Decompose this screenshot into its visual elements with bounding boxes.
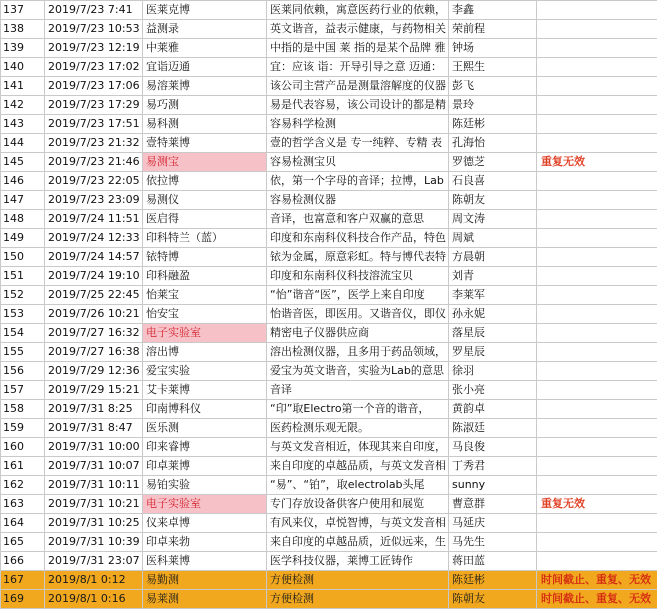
proposed-name-cell[interactable]: 怡安宝 [143,305,267,324]
submitter-cell[interactable]: 石良喜 [449,172,537,191]
review-status-cell[interactable] [537,552,657,571]
table-body [1,1,657,609]
review-status-cell[interactable] [537,134,657,153]
row-number-cell[interactable]: 162 [1,476,45,495]
review-status-cell[interactable] [537,362,657,381]
submitter-cell[interactable]: 丁秀君 [449,457,537,476]
submit-time-cell[interactable]: 2019/8/1 0:16 [45,590,143,609]
name-meaning-cell[interactable]: 印度和东南科仪科技溶流宝贝 [267,267,449,286]
name-meaning-cell[interactable]: 医药检测乐观无限。 [267,419,449,438]
name-meaning-cell[interactable]: 来自印度的卓越品质，与英文发音相 [267,457,449,476]
row-number-cell[interactable]: 139 [1,39,45,58]
row-number-cell[interactable]: 141 [1,77,45,96]
row-number-cell[interactable]: 151 [1,267,45,286]
table-row [1,381,657,400]
row-number-cell[interactable]: 144 [1,134,45,153]
submit-time-cell[interactable]: 2019/7/25 22:45 [45,286,143,305]
submitter-cell[interactable]: 景玲 [449,96,537,115]
name-meaning-cell[interactable]: 音译，也富意和客户双赢的意思 [267,210,449,229]
name-meaning-cell[interactable]: 易是代表容易，该公司设计的都是精 [267,96,449,115]
row-number-cell[interactable]: 158 [1,400,45,419]
row-number-cell[interactable]: 157 [1,381,45,400]
row-number-cell[interactable]: 154 [1,324,45,343]
submit-time-cell[interactable]: 2019/7/23 17:02 [45,58,143,77]
review-status-cell[interactable] [537,514,657,533]
proposed-name-cell[interactable]: 溶出博 [143,343,267,362]
review-status-cell[interactable]: 重复无效 [537,495,657,514]
submitter-cell[interactable]: 落星辰 [449,324,537,343]
submitter-cell[interactable]: 陈廷彬 [449,115,537,134]
name-meaning-cell[interactable]: 爱宝为英文谐音，实验为Lab的意思 [267,362,449,381]
row-number-cell[interactable]: 146 [1,172,45,191]
table-row [1,115,657,134]
row-number-cell[interactable]: 145 [1,153,45,172]
proposed-name-cell[interactable]: 印南博科仪 [143,400,267,419]
submitter-cell[interactable]: 李莱军 [449,286,537,305]
submit-time-cell[interactable]: 2019/7/31 10:25 [45,514,143,533]
submit-time-cell[interactable]: 2019/7/31 10:11 [45,476,143,495]
row-number-cell[interactable]: 138 [1,20,45,39]
proposed-name-cell[interactable]: 中莱雅 [143,39,267,58]
row-number-cell[interactable]: 140 [1,58,45,77]
review-status-cell[interactable] [537,457,657,476]
proposed-name-cell[interactable]: 怡莱宝 [143,286,267,305]
name-meaning-cell[interactable]: “怡”谐音“医”，医学上来自印度 [267,286,449,305]
submitter-cell[interactable]: 彭飞 [449,77,537,96]
name-meaning-cell[interactable]: 英文谐音，益表示健康，与药物相关 [267,20,449,39]
review-status-cell[interactable] [537,210,657,229]
row-number-cell[interactable]: 148 [1,210,45,229]
row-number-cell[interactable]: 159 [1,419,45,438]
table-row [1,476,657,495]
row-number-cell[interactable]: 169 [1,590,45,609]
table-row [1,533,657,552]
row-number-cell[interactable]: 142 [1,96,45,115]
review-status-cell[interactable] [537,286,657,305]
submitter-cell[interactable]: 马先生 [449,533,537,552]
review-status-cell[interactable] [537,1,657,20]
table-row [1,343,657,362]
row-number-cell[interactable]: 153 [1,305,45,324]
review-status-cell[interactable] [537,476,657,495]
submitter-cell[interactable]: 徐羽 [449,362,537,381]
review-status-cell[interactable] [537,343,657,362]
name-meaning-cell[interactable]: 来自印度的卓越品质，近似远来，生 [267,533,449,552]
table-row [1,58,657,77]
proposed-name-cell[interactable]: 易铂实验 [143,476,267,495]
submit-time-cell[interactable]: 2019/7/27 16:32 [45,324,143,343]
table-row [1,552,657,571]
name-meaning-cell[interactable]: 容易检测宝贝 [267,153,449,172]
submitter-cell[interactable]: 罗星辰 [449,343,537,362]
table-row [1,362,657,381]
submitter-cell[interactable]: 刘青 [449,267,537,286]
submitter-cell[interactable]: 荣前程 [449,20,537,39]
review-status-cell[interactable] [537,172,657,191]
table-row [1,210,657,229]
submit-time-cell[interactable]: 2019/7/23 17:06 [45,77,143,96]
review-status-cell[interactable] [537,96,657,115]
row-number-cell[interactable]: 165 [1,533,45,552]
submitter-cell[interactable]: 陈朝友 [449,590,537,609]
proposed-name-cell[interactable]: 铱特博 [143,248,267,267]
proposed-name-cell[interactable]: 爱宝实验 [143,362,267,381]
name-meaning-cell[interactable]: 有风来仪，卓悦智博，与英文发音相 [267,514,449,533]
row-number-cell[interactable]: 152 [1,286,45,305]
submit-time-cell[interactable]: 2019/7/23 17:29 [45,96,143,115]
table-row [1,77,657,96]
submitter-cell[interactable]: 黄韵卓 [449,400,537,419]
review-status-cell[interactable] [537,77,657,96]
name-meaning-cell[interactable]: 铱为金属，原意彩虹。特与博代表特 [267,248,449,267]
review-status-cell[interactable]: 时间截止、重复、无效 [537,571,657,590]
submit-time-cell[interactable]: 2019/7/24 12:33 [45,229,143,248]
proposed-name-cell[interactable]: 易勤测 [143,571,267,590]
submit-time-cell[interactable]: 2019/7/31 10:39 [45,533,143,552]
proposed-name-cell[interactable]: 依拉博 [143,172,267,191]
row-number-cell[interactable]: 156 [1,362,45,381]
submitter-cell[interactable]: 钟场 [449,39,537,58]
proposed-name-cell[interactable]: 印科特兰（蓝） [143,229,267,248]
submitter-cell[interactable]: 张小亮 [449,381,537,400]
name-meaning-cell[interactable]: 方便检测 [267,571,449,590]
submitter-cell[interactable]: 方晨朝 [449,248,537,267]
proposed-name-cell[interactable]: 印卓来勃 [143,533,267,552]
table-row [1,229,657,248]
name-meaning-cell[interactable]: 医学科技仪器，莱博工匠铸作 [267,552,449,571]
submit-time-cell[interactable]: 2019/7/29 15:21 [45,381,143,400]
submit-time-cell[interactable]: 2019/7/23 23:09 [45,191,143,210]
row-number-cell[interactable]: 163 [1,495,45,514]
submit-time-cell[interactable]: 2019/7/31 23:07 [45,552,143,571]
review-status-cell[interactable] [537,400,657,419]
table-row [1,495,657,514]
name-meaning-cell[interactable]: 宜：应该 诣：开导引导之意 迈通： [267,58,449,77]
proposed-name-cell[interactable]: 仪来卓博 [143,514,267,533]
review-status-cell[interactable]: 时间截止、重复、无效 [537,590,657,609]
submitter-cell[interactable]: 李鑫 [449,1,537,20]
name-meaning-cell[interactable]: “易”、“铂”，取electrolab头尾 [267,476,449,495]
submit-time-cell[interactable]: 2019/7/23 21:32 [45,134,143,153]
review-status-cell[interactable] [537,248,657,267]
table-row [1,305,657,324]
name-meaning-cell[interactable]: 印度和东南科仪科技合作产品，特色 [267,229,449,248]
review-status-cell[interactable] [537,267,657,286]
review-status-cell[interactable] [537,115,657,134]
proposed-name-cell[interactable]: 电子实验室 [143,324,267,343]
review-status-cell[interactable] [537,58,657,77]
submit-time-cell[interactable]: 2019/7/24 14:57 [45,248,143,267]
proposed-name-cell[interactable]: 易科测 [143,115,267,134]
proposed-name-cell[interactable]: 益测录 [143,20,267,39]
review-status-cell[interactable] [537,20,657,39]
review-status-cell[interactable] [537,324,657,343]
row-number-cell[interactable]: 160 [1,438,45,457]
submitter-cell[interactable]: sunny [449,476,537,495]
submit-time-cell[interactable]: 2019/7/24 19:10 [45,267,143,286]
submitter-cell[interactable]: 周斌 [449,229,537,248]
proposed-name-cell[interactable]: 壹特莱博 [143,134,267,153]
row-number-cell[interactable]: 161 [1,457,45,476]
name-meaning-cell[interactable]: 医莱同依赖，寓意医药行业的依赖， [267,1,449,20]
submitter-cell[interactable]: 罗德芝 [449,153,537,172]
submit-time-cell[interactable]: 2019/7/29 12:36 [45,362,143,381]
row-number-cell[interactable]: 164 [1,514,45,533]
row-number-cell[interactable]: 137 [1,1,45,20]
submit-time-cell[interactable]: 2019/7/24 11:51 [45,210,143,229]
proposed-name-cell[interactable]: 印卓莱博 [143,457,267,476]
row-number-cell[interactable]: 155 [1,343,45,362]
submit-time-cell[interactable]: 2019/7/23 22:05 [45,172,143,191]
proposed-name-cell[interactable]: 医乐测 [143,419,267,438]
submitter-cell[interactable]: 马延庆 [449,514,537,533]
table-row [1,590,657,609]
submitter-cell[interactable]: 马良俊 [449,438,537,457]
submitter-cell[interactable]: 蒋田蓝 [449,552,537,571]
name-meaning-cell[interactable]: 怡谐音医，即医用。又谐音仪，即仪 [267,305,449,324]
table-row [1,172,657,191]
table-row [1,134,657,153]
row-number-cell[interactable]: 147 [1,191,45,210]
table-row [1,438,657,457]
submitter-cell[interactable]: 陈廷彬 [449,571,537,590]
name-meaning-cell[interactable]: 容易检测仪器 [267,191,449,210]
row-number-cell[interactable]: 149 [1,229,45,248]
table-row [1,20,657,39]
review-status-cell[interactable] [537,305,657,324]
proposed-name-cell[interactable]: 易莱测 [143,590,267,609]
submitter-cell[interactable]: 陈朝友 [449,191,537,210]
submit-time-cell[interactable]: 2019/7/31 8:47 [45,419,143,438]
review-status-cell[interactable] [537,419,657,438]
review-status-cell[interactable] [537,533,657,552]
review-status-cell[interactable] [537,381,657,400]
proposed-name-cell[interactable]: 易溶莱博 [143,77,267,96]
name-meaning-cell[interactable]: 中指的是中国 莱 指的是某个品牌 雅 [267,39,449,58]
table-row [1,514,657,533]
submit-time-cell[interactable]: 2019/7/31 10:21 [45,495,143,514]
row-number-cell[interactable]: 167 [1,571,45,590]
submitter-cell[interactable]: 陈淑廷 [449,419,537,438]
table-row [1,1,657,20]
submit-time-cell[interactable]: 2019/7/26 10:21 [45,305,143,324]
submitter-cell[interactable]: 孔海怡 [449,134,537,153]
table-row [1,324,657,343]
proposed-name-cell[interactable]: 医科莱博 [143,552,267,571]
proposed-name-cell[interactable]: 艾卡莱博 [143,381,267,400]
name-meaning-cell[interactable]: 溶出检测仪器，且多用于药品领域， [267,343,449,362]
review-status-cell[interactable] [537,191,657,210]
name-meaning-cell[interactable]: 容易科学检测 [267,115,449,134]
name-meaning-cell[interactable]: 方便检测 [267,590,449,609]
review-status-cell[interactable] [537,39,657,58]
name-meaning-cell[interactable]: 专门存放设备供客户使用和展览 [267,495,449,514]
name-meaning-cell[interactable]: 精密电子仪器供应商 [267,324,449,343]
proposed-name-cell[interactable]: 电子实验室 [143,495,267,514]
table-row [1,39,657,58]
submit-time-cell[interactable]: 2019/7/31 10:00 [45,438,143,457]
table-row [1,96,657,115]
submitter-cell[interactable]: 孙永妮 [449,305,537,324]
proposed-name-cell[interactable]: 易测仪 [143,191,267,210]
submit-time-cell[interactable]: 2019/7/23 17:51 [45,115,143,134]
row-number-cell[interactable]: 166 [1,552,45,571]
table-row [1,153,657,172]
table-row [1,419,657,438]
submitter-cell[interactable]: 周文涛 [449,210,537,229]
name-meaning-cell[interactable]: 与英文发音相近，体现其来自印度， [267,438,449,457]
name-meaning-cell[interactable]: 该公司主营产品是测量溶解度的仪器 [267,77,449,96]
submit-time-cell[interactable]: 2019/7/23 7:41 [45,1,143,20]
submitter-cell[interactable]: 王熙生 [449,58,537,77]
name-meaning-cell[interactable]: “印”取Electro第一个音的谐音， [267,400,449,419]
name-meaning-cell[interactable]: 壹的哲学含义是 专一纯粹、专精 表 [267,134,449,153]
submit-time-cell[interactable]: 2019/7/23 10:53 [45,20,143,39]
table-row [1,267,657,286]
review-status-cell[interactable] [537,229,657,248]
proposed-name-cell[interactable]: 印来睿博 [143,438,267,457]
submit-time-cell[interactable]: 2019/7/31 8:25 [45,400,143,419]
table-row [1,457,657,476]
name-meaning-cell[interactable]: 音译 [267,381,449,400]
submit-time-cell[interactable]: 2019/7/31 10:07 [45,457,143,476]
submit-time-cell[interactable]: 2019/7/23 21:46 [45,153,143,172]
table-row [1,191,657,210]
row-number-cell[interactable]: 150 [1,248,45,267]
proposed-name-cell[interactable]: 医莱克博 [143,1,267,20]
proposed-name-cell[interactable]: 宜诣迈通 [143,58,267,77]
submit-time-cell[interactable]: 2019/7/27 16:38 [45,343,143,362]
proposed-name-cell[interactable]: 易巧测 [143,96,267,115]
table-row [1,248,657,267]
review-status-cell[interactable]: 重复无效 [537,153,657,172]
row-number-cell[interactable]: 143 [1,115,45,134]
submit-time-cell[interactable]: 2019/8/1 0:12 [45,571,143,590]
proposed-name-cell[interactable]: 印科融盈 [143,267,267,286]
table-row [1,286,657,305]
review-status-cell[interactable] [537,438,657,457]
proposed-name-cell[interactable]: 易测宝 [143,153,267,172]
submitter-cell[interactable]: 曹意群 [449,495,537,514]
proposed-name-cell[interactable]: 医启得 [143,210,267,229]
table-row [1,400,657,419]
submit-time-cell[interactable]: 2019/7/23 12:19 [45,39,143,58]
table-row [1,571,657,590]
name-meaning-cell[interactable]: 依，第一个字母的音译；拉博，Lab [267,172,449,191]
